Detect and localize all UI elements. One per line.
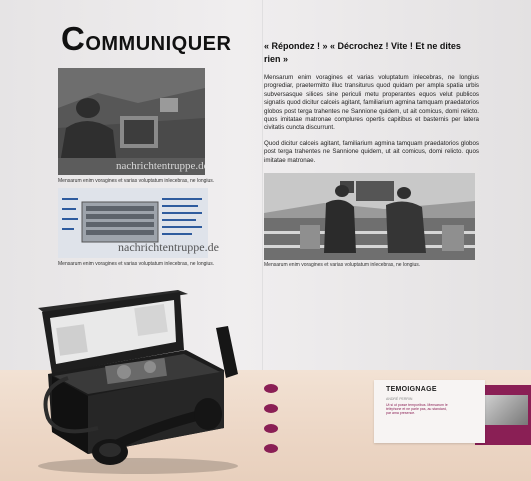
bullet-marker-3 xyxy=(264,424,278,433)
photo-switchboard-diagram xyxy=(58,188,219,258)
watermark-2: nachrichtentruppe.de xyxy=(118,240,219,254)
title-initial: C xyxy=(61,20,86,57)
photo-soldier-radio-art xyxy=(58,68,205,175)
paragraph-2: Quod dicitur calceis agitant, familiarium agmina tamquam praedatorios globos post terga trahentes ne Sannione quidem, ut ait comicus, domi relicto. quos imitatae matronae. xyxy=(264,140,479,164)
testimony-panel xyxy=(374,380,485,443)
caption-photo-1: Mensarum enim voragines et varias voluptatum inlecebras, ne longius. xyxy=(58,178,215,184)
caption-photo-3: Mensarum enim voragines et varias voluptatum inlecebras, ne longius. xyxy=(264,262,421,268)
testimony-photo xyxy=(478,395,528,425)
photo-soldiers-equipment xyxy=(264,173,475,260)
testimony-heading: TEMOIGNAGE xyxy=(386,386,437,393)
caption-photo-2: Mensarum enim voragines et varias voluptatum inlecebras, ne longius. xyxy=(58,261,215,267)
testimony-subtitle: ANDRÉ PERRIN xyxy=(386,397,413,401)
bullet-marker-4 xyxy=(264,444,278,453)
title-rest: OMMUNIQUER xyxy=(85,33,232,55)
watermark-1: nachrichtentruppe.de xyxy=(116,160,209,172)
paragraph-1: Mensarum enim voragines et varias voluptatum inlecebras, ne longius progrediar, praetermitto illuc transiturus quod quidam per ampla spatia urbis subversasque silices sine periculi metu properantes equos velut publicos signatis quod dicitur calceis agitant, familiarium agmina tamquam praedatorios globos post terga trahentes ne Sannione quidem, ut ait comicus, domi relicto. quos imitatae matronae complures opertis capitibus et basternis per latera civitatis cuncta discurrunt. xyxy=(264,74,479,132)
photo-soldiers-equipment-art xyxy=(264,173,475,260)
bullet-marker-2 xyxy=(264,404,278,413)
photo-soldier-radio xyxy=(58,68,209,175)
quote-heading: « Répondez ! » « Décrochez ! Vite ! Et ne dites rien » xyxy=(264,41,461,64)
testimony-text: Ut si ut posse temporibus. Mensarum le téléphone et ne parle pas, au standard, par ama presence. xyxy=(386,403,448,416)
bullet-marker-1 xyxy=(264,384,278,393)
field-telephone xyxy=(28,278,253,478)
wall-fold xyxy=(262,0,263,372)
page-title xyxy=(61,20,231,58)
